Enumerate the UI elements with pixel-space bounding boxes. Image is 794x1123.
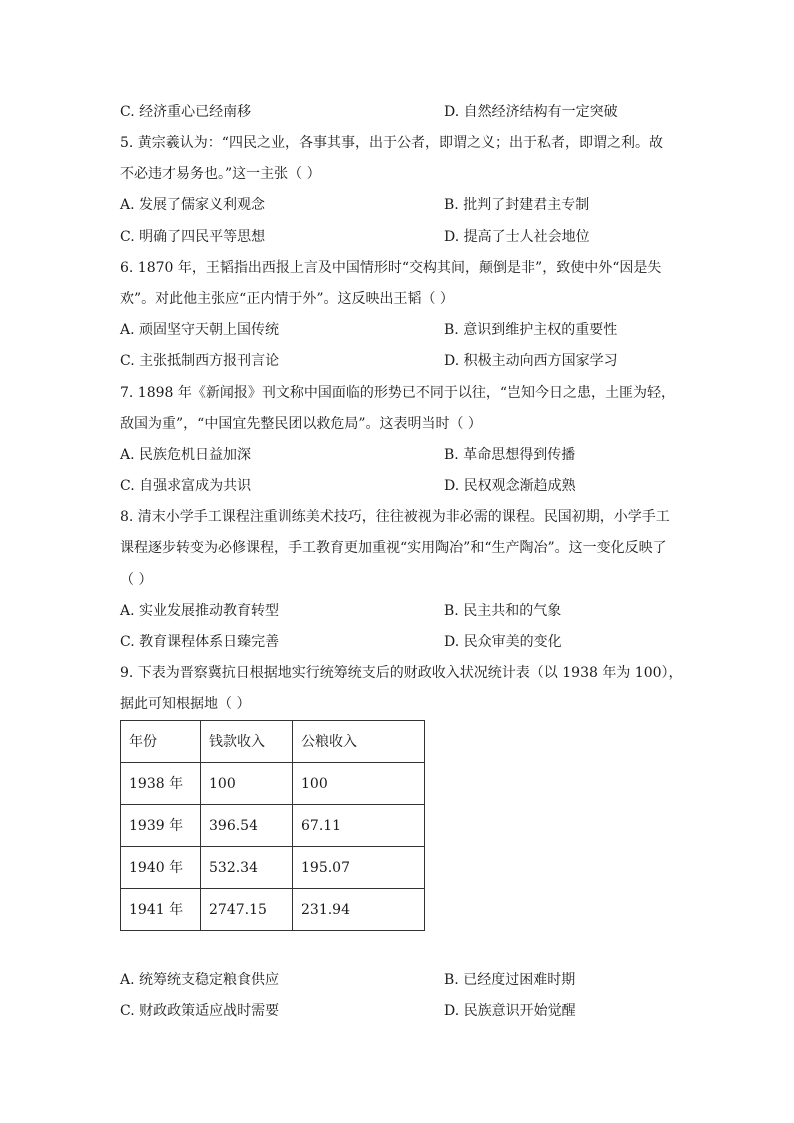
- table-row: [121, 847, 425, 889]
- table-cell: 1938 年: [121, 763, 201, 805]
- table-cell: 532.34: [201, 847, 293, 889]
- table-cell: 396.54: [201, 805, 293, 847]
- q7-option-c: C. 自强求富成为共识: [120, 478, 252, 494]
- table-cell: 67.11: [293, 805, 425, 847]
- q6-option-c: C. 主张抵制西方报刊言论: [120, 353, 280, 369]
- table-row: [121, 763, 425, 805]
- q8-option-d: D. 民众审美的变化: [444, 634, 562, 650]
- q8-option-b: B. 民主共和的气象: [444, 603, 562, 619]
- q5-stem-line2: 不必违才易务也。”这一主张（ ）: [120, 166, 321, 182]
- table-cell: 1941 年: [121, 889, 201, 931]
- q5-option-d: D. 提高了士人社会地位: [444, 229, 590, 245]
- q7-option-d: D. 民权观念渐趋成熟: [444, 478, 576, 494]
- q8-option-c: C. 教育课程体系日臻完善: [120, 634, 280, 650]
- q5-option-b: B. 批判了封建君主专制: [444, 197, 590, 213]
- table-header-row: [121, 721, 425, 763]
- table-header-cell: 钱款收入: [201, 721, 293, 763]
- q5-option-a: A. 发展了儒家义利观念: [120, 197, 266, 213]
- q4-option-d: D. 自然经济结构有一定突破: [444, 104, 618, 120]
- table-header-cell: 公粮收入: [293, 721, 425, 763]
- q7-stem-line2: 敌国为重”，“中国宜先整民团以救危局”。这表明当时（ ）: [120, 416, 482, 432]
- q7-stem-line1: 7. 1898 年《新闻报》刊文称中国面临的形势已不同于以往，“岂知今日之患，土匪为轻，: [120, 385, 676, 401]
- q9-option-a: A. 统筹统支稳定粮食供应: [120, 972, 280, 988]
- q8-stem-line2: 课程逐步转变为必修课程，手工教育更加重视“实用陶冶”和“生产陶冶”。这一变化反映了: [120, 540, 667, 556]
- table-header-cell: 年份: [121, 721, 201, 763]
- table-cell: 100: [201, 763, 293, 805]
- table-row: [121, 889, 425, 931]
- q9-option-d: D. 民族意识开始觉醒: [444, 1003, 576, 1019]
- table-cell: 100: [293, 763, 425, 805]
- q9-option-c: C. 财政政策适应战时需要: [120, 1003, 280, 1019]
- table-cell: 195.07: [293, 847, 425, 889]
- q9-stem-line1: 9. 下表为晋察冀抗日根据地实行统筹统支后的财政收入状况统计表（以 1938 年为 100），: [120, 665, 683, 681]
- q6-stem-line1: 6. 1870 年，王韬指出西报上言及中国情形时“交构其间，颠倒是非”，致使中外“因是失: [120, 260, 662, 276]
- revenue-table: [120, 720, 425, 931]
- q4-option-c: C. 经济重心已经南移: [120, 104, 252, 120]
- q9-stem-line2: 据此可知根据地（ ）: [120, 696, 251, 712]
- table-cell: 1940 年: [121, 847, 201, 889]
- q6-stem-line2: 欢”。对此他主张应“正内情于外”。这反映出王韬（ ）: [120, 291, 454, 307]
- q6-option-b: B. 意识到维护主权的重要性: [444, 322, 618, 338]
- q5-option-c: C. 明确了四民平等思想: [120, 229, 266, 245]
- table-cell: 1939 年: [121, 805, 201, 847]
- q6-option-a: A. 顽固坚守天朝上国传统: [120, 322, 280, 338]
- q9-option-b: B. 已经度过困难时期: [444, 972, 576, 988]
- q5-stem-line1: 5. 黄宗羲认为：“四民之业，各事其事，出于公者，即谓之义；出于私者，即谓之利。故: [120, 135, 663, 151]
- q8-option-a: A. 实业发展推动教育转型: [120, 603, 280, 619]
- table-cell: 2747.15: [201, 889, 293, 931]
- q8-stem-line1: 8. 清末小学手工课程注重训练美术技巧，往往被视为非必需的课程。民国初期，小学手工: [120, 509, 670, 525]
- table-row: [121, 805, 425, 847]
- table-cell: 231.94: [293, 889, 425, 931]
- q7-option-a: A. 民族危机日益加深: [120, 447, 252, 463]
- q8-stem-line3: （ ）: [120, 572, 153, 588]
- q7-option-b: B. 革命思想得到传播: [444, 447, 576, 463]
- q6-option-d: D. 积极主动向西方国家学习: [444, 353, 618, 369]
